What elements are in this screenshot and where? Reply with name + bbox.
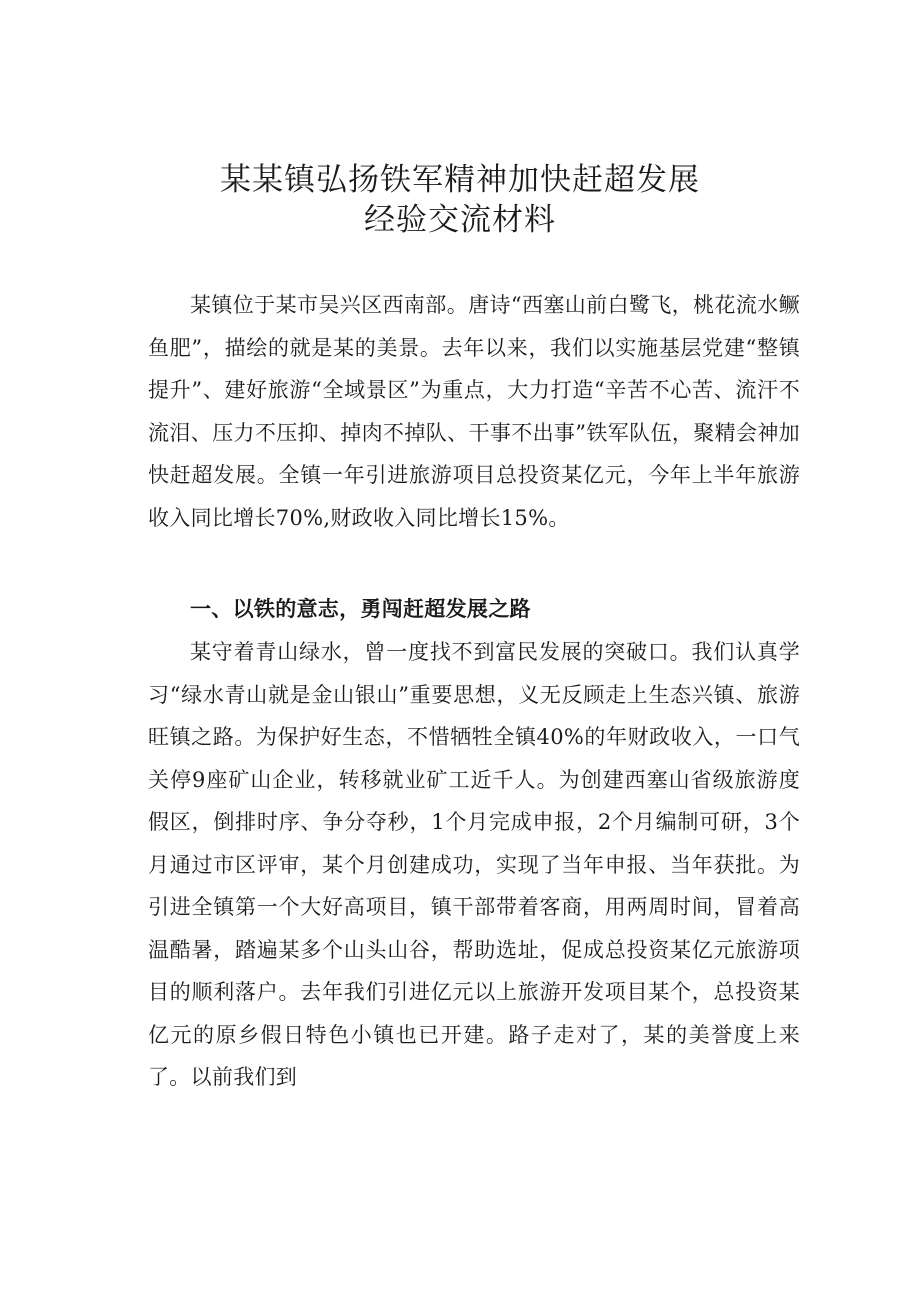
section-heading-1: 一、以铁的意志，勇闯赶超发展之路 (190, 597, 531, 621)
document-title-line2: 经验交流材料 (364, 202, 556, 238)
document-title-line1: 某某镇弘扬铁军精神加快赶超发展 (220, 162, 700, 198)
section-1-paragraph: 某守着青山绿水，曾一度找不到富民发展的突破口。我们认真学习“绿水青山就是金山银山”重要思想，义无反顾走上生态兴镇、旅游旺镇之路。为保护好生态，不惜牺牲全镇40%的年财政收入，一口气关停9座矿山企业，转移就业矿工近千人。为创建西塞山省级旅游度假区，倒排时序、争分夺秒，1个月完成申报，2个月编制可研，3个月通过市区评审，某个月创建成功，实现了当年申报、当年获批。为引进全镇第一个大好高项目，镇干部带着客商，用两周时间，冒着高温酷暑，踏遍某多个山头山谷，帮助选址，促成总投资某亿元旅游项目的顺利落户。去年我们引进亿元以上旅游开发项目某个，总投资某亿元的原乡假日特色小镇也已开建。路子走对了，某的美誉度上来了。以前我们到 (148, 640, 800, 1089)
intro-paragraph: 某镇位于某市吴兴区西南部。唐诗“西塞山前白鹭飞，桃花流水鳜鱼肥”，描绘的就是某的美景。去年以来，我们以实施基层党建“整镇提升”、建好旅游“全域景区”为重点，大力打造“辛苦不心苦、流汗不流泪、压力不压抑、掉肉不掉队、干事不出事”铁军队伍，聚精会神加快赶超发展。全镇一年引进旅游项目总投资某亿元，今年上半年旅游收入同比增长70%,财政收入同比增长15%。 (148, 293, 800, 530)
